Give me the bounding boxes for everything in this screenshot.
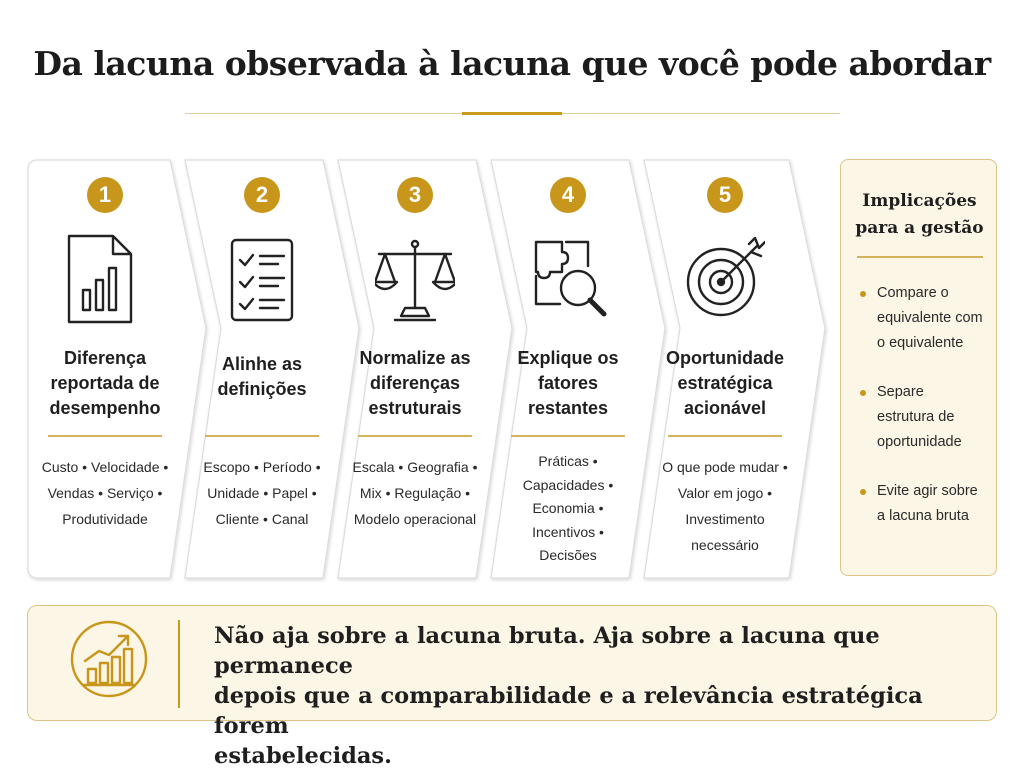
step-divider [48, 435, 162, 437]
growth-chart-icon [69, 619, 149, 699]
step-1 [28, 160, 178, 578]
step-divider [511, 435, 625, 437]
step-title: Explique os fatores restantes [517, 348, 619, 418]
balance-scale-icon [375, 232, 455, 332]
key-message-text: Não aja sobre a lacuna bruta. Aja sobre a lacuna que permanece depois que a comparabilidade e a relevância estratégica forem estabelecidas. [214, 623, 923, 769]
step-title: Oportunidade estratégica acionável [666, 348, 784, 418]
step-5 [648, 160, 798, 578]
document-bar-chart-icon [65, 232, 145, 332]
puzzle-magnifier-icon [528, 232, 608, 332]
step-number-badge: 1 [87, 177, 123, 213]
implications-divider [857, 256, 983, 258]
implication-item: Compare o equivalente com o equivalente [859, 281, 994, 356]
key-message-banner [27, 605, 997, 769]
target-arrow-icon [685, 232, 765, 332]
implications-list [859, 281, 994, 553]
step-divider [358, 435, 472, 437]
step-title: Alinhe as definições [217, 354, 307, 399]
step-number-badge: 5 [707, 177, 743, 213]
step-divider [205, 435, 319, 437]
step-title: Normalize as diferenças estruturais [359, 348, 471, 418]
step-items: Escala • Geografia • Mix • Regulação • Modelo operacional [352, 459, 478, 527]
step-items: Escopo • Período • Unidade • Papel • Cliente • Canal [203, 459, 321, 527]
bullet-dot [860, 390, 866, 396]
step-3 [338, 160, 488, 578]
step-2 [185, 160, 335, 578]
bullet-dot [860, 489, 866, 495]
implication-item: Evite agir sobre a lacuna bruta [859, 479, 994, 529]
implications-panel [840, 159, 997, 576]
page-title: Da lacuna observada à lacuna que você pode abordar [33, 44, 991, 83]
checklist-icon [222, 232, 302, 332]
implications-title: Implicações para a gestão [855, 191, 984, 238]
step-number-badge: 4 [550, 177, 586, 213]
step-items: Custo • Velocidade • Vendas • Serviço • Produtividade [41, 459, 169, 527]
step-items: O que pode mudar • Valor em jogo • Investimento necessário [662, 459, 788, 553]
step-number-badge: 3 [397, 177, 433, 213]
banner-divider [178, 620, 180, 708]
step-divider [668, 435, 782, 437]
step-number-badge: 2 [244, 177, 280, 213]
step-4 [491, 160, 641, 578]
implication-item: Separe estrutura de oportunidade [859, 380, 994, 455]
bullet-dot [860, 291, 866, 297]
step-title: Diferença reportada de desempenho [49, 348, 161, 418]
step-items: Práticas • Capacidades • Economia • Incentivos • Decisões [522, 453, 614, 563]
